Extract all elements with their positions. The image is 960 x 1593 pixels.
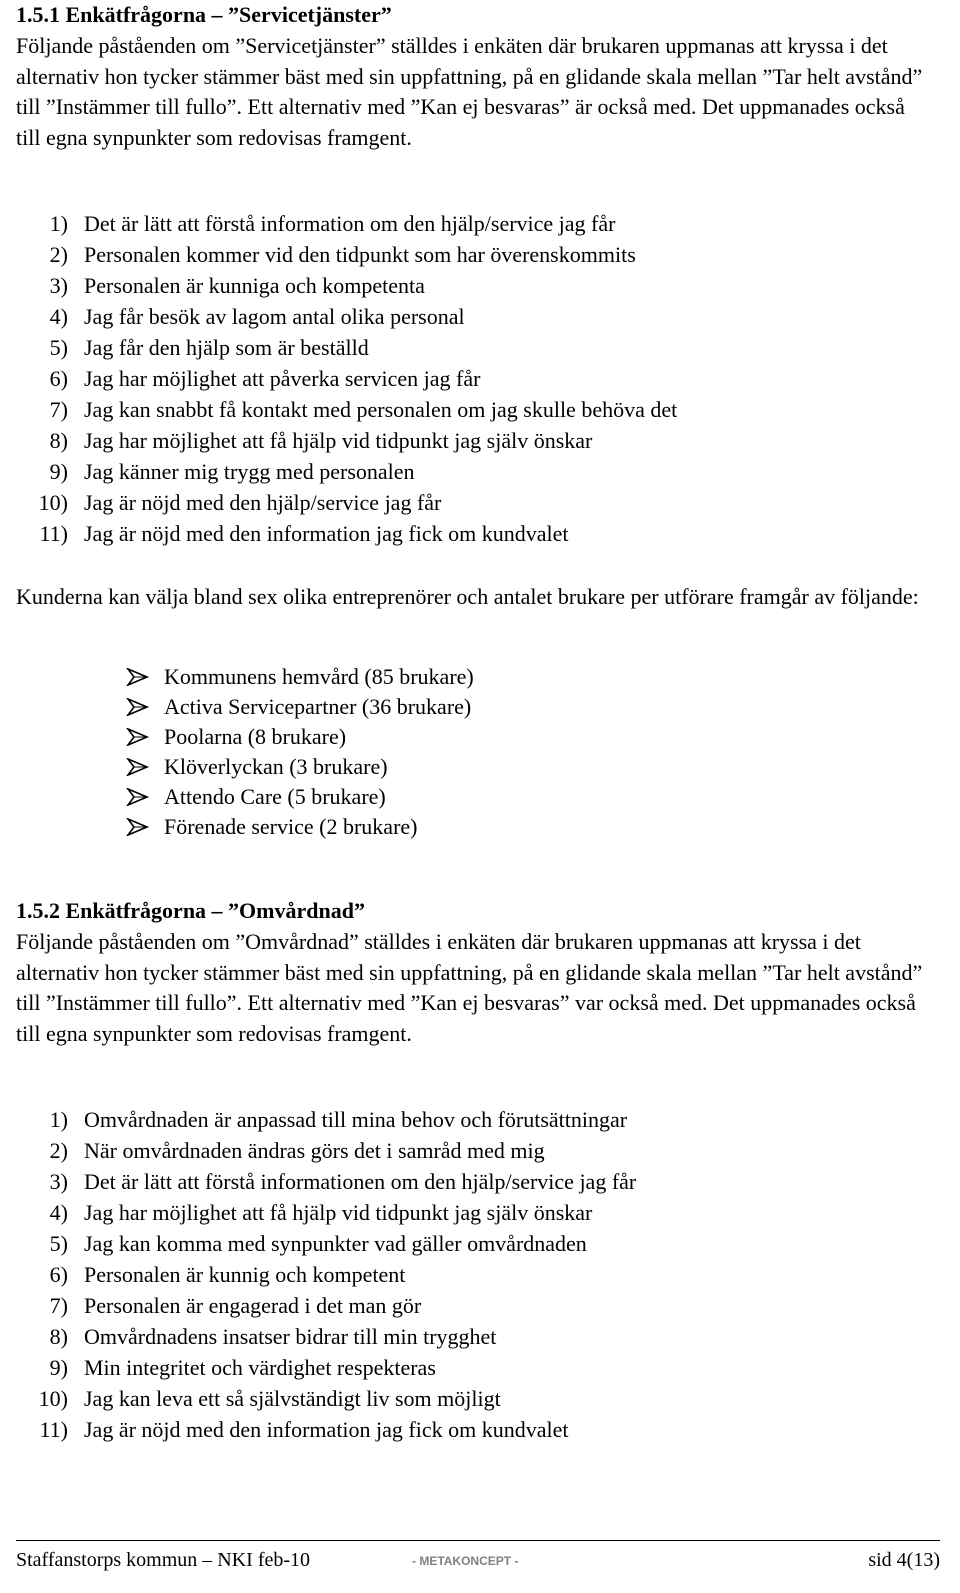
question-text: Jag kan snabbt få kontakt med personalen om jag skulle behöva det <box>84 397 678 422</box>
question-text: Personalen är engagerad i det man gör <box>84 1293 422 1318</box>
arrow-bullet-icon <box>126 788 154 806</box>
question-text: Jag har möjlighet att påverka servicen jag får <box>84 366 481 391</box>
question-number: 10) <box>38 1386 68 1411</box>
question-number: 4) <box>49 1200 68 1225</box>
section-intro-omvardnad: Följande påståenden om ”Omvårdnad” ställdes i enkäten där brukaren uppmanas att kryssa i det alternativ hon tycker stämmer bäst med sin uppfattning, på en glidande skala mellan ”Tar helt avstånd” till ”Instämmer till fullo”. Ett alternativ med ”Kan ej besvaras” var också med. Det uppmanades också till egna synpunkter som redovisas framgent. <box>16 929 923 1046</box>
entrepreneur-item <box>126 722 474 752</box>
entrepreneur-item <box>126 692 474 722</box>
question-text: Jag har möjlighet att få hjälp vid tidpunkt jag själv önskar <box>84 1200 593 1225</box>
question-text: Personalen är kunnig och kompetent <box>84 1262 406 1287</box>
question-text: Jag kan leva ett så självständigt liv som möjligt <box>84 1386 501 1411</box>
footer-center-text: - METAKONCEPT - <box>412 1554 519 1568</box>
entrepreneur-text: Förenade service (2 brukare) <box>164 814 418 839</box>
question-number: 6) <box>49 366 68 391</box>
entrepreneur-item <box>126 812 474 842</box>
question-number: 9) <box>49 1355 68 1380</box>
question-text: Omvårdnadens insatser bidrar till min trygghet <box>84 1324 497 1349</box>
question-text: Jag är nöjd med den hjälp/service jag får <box>84 490 442 515</box>
footer-left-text: Staffanstorps kommun – NKI feb-10 <box>16 1549 311 1571</box>
section-heading-servicetjanster: 1.5.1 Enkätfrågorna – ”Servicetjänster” <box>16 2 392 27</box>
entrepreneur-item <box>126 752 474 782</box>
question-text: När omvårdnaden ändras görs det i samråd med mig <box>84 1138 545 1163</box>
entrepreneur-text: Activa Servicepartner (36 brukare) <box>164 694 472 719</box>
question-text: Det är lätt att förstå information om den hjälp/service jag får <box>84 211 616 236</box>
question-number: 6) <box>49 1262 68 1287</box>
question-number: 7) <box>49 1293 68 1318</box>
question-text: Jag får den hjälp som är beställd <box>84 335 369 360</box>
section-heading-omvardnad: 1.5.2 Enkätfrågorna – ”Omvårdnad” <box>16 898 365 923</box>
question-number: 5) <box>49 335 68 360</box>
arrow-bullet-icon <box>126 758 154 776</box>
entrepreneur-list <box>126 662 474 842</box>
question-text: Jag får besök av lagom antal olika personal <box>84 304 465 329</box>
question-number: 7) <box>49 397 68 422</box>
entrepreneur-text: Poolarna (8 brukare) <box>164 724 347 749</box>
question-number: 1) <box>49 1107 68 1132</box>
question-text: Omvårdnaden är anpassad till mina behov och förutsättningar <box>84 1107 628 1132</box>
entrepreneur-item <box>126 782 474 812</box>
question-text: Min integritet och värdighet respekteras <box>84 1355 436 1380</box>
question-number: 11) <box>39 521 68 546</box>
arrow-bullet-icon <box>126 818 154 836</box>
section-intro-servicetjanster: Följande påståenden om ”Servicetjänster” ställdes i enkäten där brukaren uppmanas att kryssa i det alternativ hon tycker stämmer bäst med sin uppfattning, på en glidande skala mellan ”Tar helt avstånd” till ”Instämmer till fullo”. Ett alternativ med ”Kan ej besvaras” är också med. Det uppmanades också till egna synpunkter som redovisas framgent. <box>16 33 923 150</box>
question-number: 10) <box>38 490 68 515</box>
arrow-bullet-icon <box>126 698 154 716</box>
question-text: Det är lätt att förstå informationen om den hjälp/service jag får <box>84 1169 637 1194</box>
question-number: 4) <box>49 304 68 329</box>
entrepreneur-item <box>126 662 474 692</box>
question-text: Jag är nöjd med den information jag fick om kundvalet <box>84 521 569 546</box>
entrepreneur-text: Klöverlyckan (3 brukare) <box>164 754 388 779</box>
question-text: Jag kan komma med synpunkter vad gäller omvårdnaden <box>84 1231 587 1256</box>
question-number: 11) <box>39 1417 68 1442</box>
question-text: Jag har möjlighet att få hjälp vid tidpunkt jag själv önskar <box>84 428 593 453</box>
entrepreneur-text: Kommunens hemvård (85 brukare) <box>164 664 474 689</box>
question-text: Jag är nöjd med den information jag fick om kundvalet <box>84 1417 569 1442</box>
question-number: 1) <box>49 211 68 236</box>
question-number: 3) <box>49 273 68 298</box>
entrepreneurs-intro: Kunderna kan välja bland sex olika entreprenörer och antalet brukare per utförare framgår av följande: <box>16 584 919 609</box>
question-text: Personalen är kunniga och kompetenta <box>84 273 425 298</box>
footer-page-number: sid 4(13) <box>868 1549 940 1571</box>
question-number: 8) <box>49 1324 68 1349</box>
entrepreneur-text: Attendo Care (5 brukare) <box>164 784 386 809</box>
question-number: 3) <box>49 1169 68 1194</box>
question-number: 8) <box>49 428 68 453</box>
question-text: Jag känner mig trygg med personalen <box>84 459 415 484</box>
arrow-bullet-icon <box>126 728 154 746</box>
question-number: 5) <box>49 1231 68 1256</box>
question-number: 9) <box>49 459 68 484</box>
question-number: 2) <box>49 1138 68 1163</box>
page-footer <box>16 1540 940 1593</box>
arrow-bullet-icon <box>126 668 154 686</box>
question-text: Personalen kommer vid den tidpunkt som har överenskommits <box>84 242 636 267</box>
question-number: 2) <box>49 242 68 267</box>
